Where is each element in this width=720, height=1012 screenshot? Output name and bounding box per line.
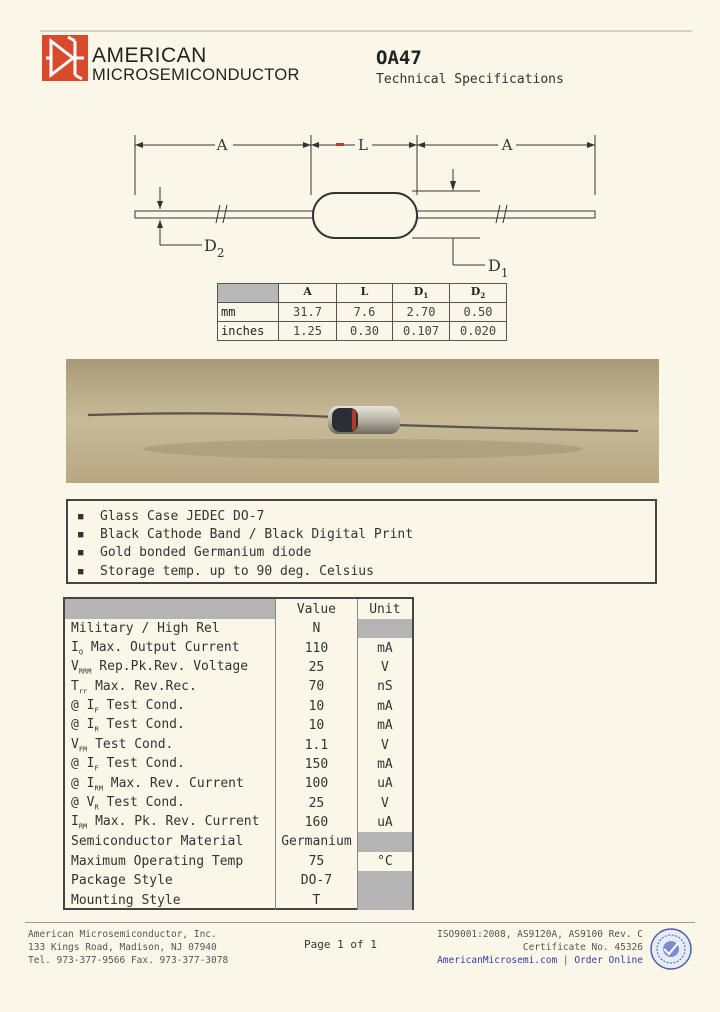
spec-subscript: F <box>94 764 99 773</box>
spec-row <box>65 697 412 716</box>
spec-value: N <box>276 619 358 638</box>
dimensions-value-cell: 0.30 <box>337 322 393 341</box>
spec-unit: °C <box>377 853 393 869</box>
footer-iso-line: ISO9001:2008, AS9120A, AS9100 Rev. C <box>437 929 643 940</box>
spec-value: T <box>276 890 358 909</box>
spec-symbol: V <box>71 659 79 675</box>
part-number: OA47 <box>376 47 422 69</box>
spec-unit: V <box>380 737 389 753</box>
spec-value: 110 <box>276 638 358 657</box>
footer-address <box>28 928 228 967</box>
spec-unit <box>357 890 412 909</box>
spec-symbol: V <box>71 736 79 752</box>
spec-unit: uA <box>377 776 393 792</box>
dimensions-col-d1: $D_1$ <box>393 284 450 303</box>
spec-unit: mA <box>377 698 393 714</box>
outline-drawing <box>120 125 610 280</box>
feature-item: ■ Glass Case JEDEC DO-7 <box>78 508 655 526</box>
spec-label: Maximum Operating Temp <box>71 853 244 869</box>
dimension-label-a-right: A <box>501 136 513 154</box>
dimensions-row-inches <box>218 322 507 341</box>
spec-symbol: @ I <box>71 717 95 733</box>
spec-value: 10 <box>276 697 358 716</box>
spec-parameter <box>65 755 276 774</box>
document-subtitle: Technical Specifications <box>376 72 564 87</box>
product-photo <box>66 359 659 483</box>
dimensions-value-cell: 7.6 <box>337 303 393 322</box>
spec-label: Max. Output Current <box>83 639 240 655</box>
dimension-label-d2: $D_2$ <box>204 236 225 260</box>
dimensions-unit-cell: inches <box>218 322 279 341</box>
spec-symbol: @ I <box>71 775 95 791</box>
dimensions-value-cell: 1.25 <box>279 322 337 341</box>
spec-symbol: @ I <box>71 697 95 713</box>
spec-row <box>65 794 412 813</box>
spec-parameter <box>65 813 276 832</box>
spec-unit <box>357 832 412 851</box>
spec-row <box>65 890 412 909</box>
company-logo-icon <box>42 35 88 81</box>
spec-subscript: O <box>78 648 84 657</box>
website-link[interactable]: AmericanMicrosemi.com <box>437 955 558 966</box>
footer-links <box>420 954 643 967</box>
spec-unit <box>357 619 412 638</box>
dimensions-col-l: L <box>337 284 393 303</box>
cathode-band-mark <box>336 143 344 146</box>
spec-subscript: R <box>94 803 99 812</box>
spec-row <box>65 677 412 696</box>
spec-subscript: FM <box>78 745 88 754</box>
specifications-header-param <box>65 599 276 619</box>
spec-parameter <box>65 832 276 851</box>
spec-subscript: RRM <box>78 667 92 676</box>
spec-unit <box>357 871 412 890</box>
spec-unit: mA <box>377 718 393 734</box>
company-name-line1: AMERICAN <box>92 44 207 67</box>
spec-unit: mA <box>377 640 393 656</box>
spec-label: Semiconductor Material <box>71 834 244 850</box>
dimension-label-a-left: A <box>216 136 228 154</box>
spec-value: 160 <box>276 813 358 832</box>
spec-value: 10 <box>276 716 358 735</box>
specifications-header-row <box>65 599 412 619</box>
features-list <box>78 508 655 581</box>
spec-label: Max. Rev.Rec. <box>87 678 197 694</box>
spec-parameter <box>65 697 276 716</box>
spec-symbol: I <box>71 814 79 830</box>
dimensions-col-a: A <box>279 284 337 303</box>
footer-rule <box>25 922 695 923</box>
footer-link-separator: | <box>557 955 575 966</box>
spec-row <box>65 813 412 832</box>
spec-row <box>65 852 412 871</box>
spec-row <box>65 871 412 890</box>
spec-subscript: F <box>94 706 99 715</box>
footer-company: American Microsemiconductor, Inc. <box>28 929 217 940</box>
bullet-icon: ■ <box>78 566 84 577</box>
spec-symbol: T <box>71 678 79 694</box>
order-online-link[interactable]: Order Online <box>574 955 643 966</box>
spec-value: 25 <box>276 658 358 677</box>
footer-phone: Tel. 973-377-9566 Fax. 973-377-3078 <box>28 955 229 966</box>
header-rule <box>40 30 692 32</box>
dimensions-col-d2: $D_2$ <box>450 284 507 303</box>
spec-value: 100 <box>276 774 358 793</box>
spec-label: Mounting Style <box>71 892 181 908</box>
dimensions-unit-cell: mm <box>218 303 279 322</box>
dimensions-value-cell: 0.020 <box>450 322 507 341</box>
page-indicator: Page 1 of 1 <box>304 938 377 951</box>
dimensions-value-cell: 31.7 <box>279 303 337 322</box>
dimensions-value-cell: 2.70 <box>393 303 450 322</box>
spec-label: Package Style <box>71 873 173 889</box>
dimensions-value-cell: 0.50 <box>450 303 507 322</box>
certification-seal-icon <box>650 928 692 970</box>
spec-row <box>65 619 412 638</box>
spec-parameter <box>65 658 276 677</box>
specifications-header-value: Value <box>276 599 358 619</box>
spec-row <box>65 735 412 754</box>
specifications-table <box>65 599 412 910</box>
spec-unit: nS <box>377 679 393 695</box>
spec-parameter <box>65 794 276 813</box>
spec-symbol: @ I <box>71 756 95 772</box>
feature-item: ■ Storage temp. up to 90 deg. Celsius <box>78 563 655 581</box>
specifications-header-unit: Unit <box>369 601 401 617</box>
spec-unit: V <box>380 659 389 675</box>
spec-unit: uA <box>377 815 393 831</box>
dimension-label-l: L <box>358 136 368 154</box>
spec-row <box>65 638 412 657</box>
company-name-line2: MICROSEMICONDUCTOR <box>92 66 300 84</box>
spec-value: 70 <box>276 677 358 696</box>
spec-subscript: RM <box>94 784 103 793</box>
spec-value: DO-7 <box>276 871 358 890</box>
dimensions-row-mm <box>218 303 507 322</box>
bullet-icon: ■ <box>78 548 84 559</box>
footer-certificate: Certificate No. 45326 <box>522 942 643 953</box>
spec-row <box>65 658 412 677</box>
spec-value: Germanium <box>276 832 358 851</box>
spec-label: Test Cond. <box>98 697 185 713</box>
footer-certification <box>420 928 643 967</box>
spec-parameter <box>65 638 276 657</box>
spec-label: Test Cond. <box>87 736 174 752</box>
spec-subscript: R <box>94 725 99 734</box>
spec-row <box>65 774 412 793</box>
spec-symbol: I <box>71 639 79 655</box>
spec-label: Military / High Rel <box>71 621 220 637</box>
spec-symbol: @ V <box>71 794 95 810</box>
spec-row <box>65 755 412 774</box>
spec-unit: mA <box>377 756 393 772</box>
spec-unit: V <box>380 795 389 811</box>
dimensions-value-cell: 0.107 <box>393 322 450 341</box>
spec-parameter <box>65 774 276 793</box>
spec-parameter <box>65 735 276 754</box>
dimensions-corner-cell <box>218 284 279 303</box>
spec-subscript: RM <box>78 822 88 831</box>
dimension-label-d1: $D_1$ <box>488 256 509 280</box>
spec-value: 25 <box>276 794 358 813</box>
dimensions-header-row <box>218 284 507 303</box>
spec-label: Test Cond. <box>98 717 185 733</box>
specifications-box <box>63 597 414 910</box>
spec-label: Rep.Pk.Rev. Voltage <box>91 659 249 675</box>
bullet-icon: ■ <box>78 530 84 541</box>
feature-item: ■ Black Cathode Band / Black Digital Print <box>78 526 655 544</box>
spec-subscript: rr <box>78 687 88 696</box>
spec-label: Test Cond. <box>98 756 185 772</box>
spec-parameter <box>65 871 276 890</box>
spec-row <box>65 832 412 851</box>
spec-row <box>65 716 412 735</box>
spec-parameter <box>65 852 276 871</box>
spec-label: Test Cond. <box>98 794 185 810</box>
spec-label: Max. Pk. Rev. Current <box>87 814 260 830</box>
spec-value: 1.1 <box>276 735 358 754</box>
features-box <box>66 499 657 584</box>
bullet-icon: ■ <box>78 512 84 522</box>
spec-parameter <box>65 716 276 735</box>
spec-parameter <box>65 890 276 909</box>
feature-item: ■ Gold bonded Germanium diode <box>78 544 655 562</box>
spec-value: 75 <box>276 852 358 871</box>
spec-parameter <box>65 619 276 638</box>
spec-value: 150 <box>276 755 358 774</box>
footer-street: 133 Kings Road, Madison, NJ 07940 <box>28 942 217 953</box>
dimensions-table <box>217 283 507 341</box>
spec-label: Max. Rev. Current <box>102 775 244 791</box>
spec-parameter <box>65 677 276 696</box>
